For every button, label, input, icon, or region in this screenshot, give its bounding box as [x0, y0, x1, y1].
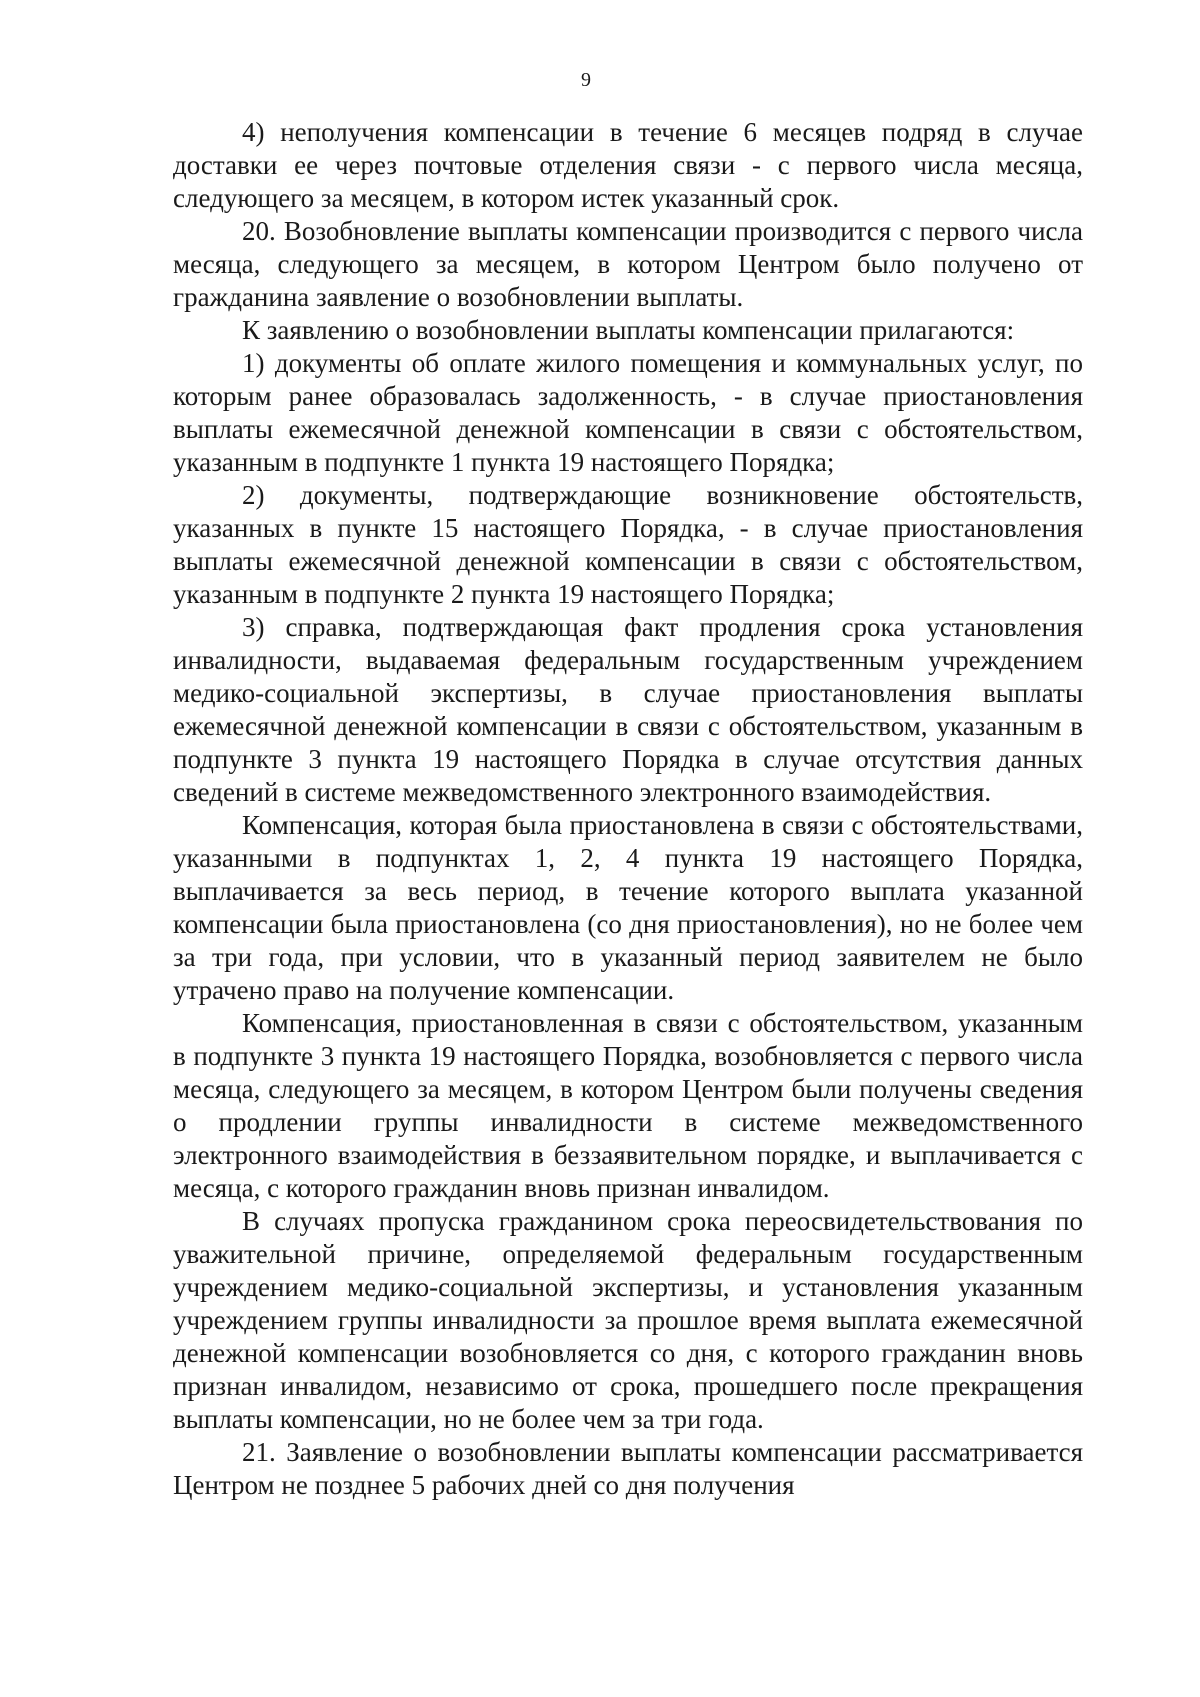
paragraph-21-review: 21. Заявление о возобновлении выплаты компенсации рассматривается Центром не позднее 5 рабочих дней со дня получения — [173, 1437, 1083, 1500]
paragraph-item-4-nonreceipt: 4) неполучения компенсации в течение 6 месяцев подряд в случае доставки ее через почтовые отделения связи - с первого числа месяца, следующего за месяцем, в котором истек указанный срок. — [173, 117, 1083, 213]
paragraph-reexamination-missed: В случаях пропуска гражданином срока переосвидетельствования по уважительной причине, определяемой федеральным государственным учреждением медико-социальной экспертизы, и установления указанным учреждением группы инвалидности за прошлое время выплата ежемесячной денежной компенсации возобновляется со дня, с которого гражданин вновь признан инвалидом, независимо от срока, прошедшего после прекращения выплаты компенсации, но не более чем за три года. — [173, 1206, 1083, 1434]
paragraph-compensation-paid-period: Компенсация, которая была приостановлена в связи с обстоятельствами, указанными в подпунктах 1, 2, 4 пункта 19 настоящего Порядка, выплачивается за весь период, в течение которого выплата указанной компенсации была приостановлена (со дня приостановления), но не более чем за три года, при условии, что в указанный период заявителем не было утрачено право на получение компенсации. — [173, 810, 1083, 1005]
page-number: 9 — [581, 69, 591, 91]
paragraph-attachment-2: 2) документы, подтверждающие возникновение обстоятельств, указанных в пункте 15 настоящего Порядка, - в случае приостановления выплаты ежемесячной денежной компенсации в связи с обстоятельством, указанным в подпункте 2 пункта 19 настоящего Порядка; — [173, 480, 1083, 609]
document-body — [173, 116, 1083, 1502]
paragraph-attachment-3: 3) справка, подтверждающая факт продления срока установления инвалидности, выдаваемая федеральным государственным учреждением медико-социальной экспертизы, в случае приостановления выплаты ежемесячной денежной компенсации в связи с обстоятельством, указанным в подпункте 3 пункта 19 настоящего Порядка в случае отсутствия данных сведений в системе межведомственного электронного взаимодействия. — [173, 612, 1083, 807]
paragraph-attachments-intro: К заявлению о возобновлении выплаты компенсации прилагаются: — [242, 315, 1015, 345]
paragraph-attachment-1: 1) документы об оплате жилого помещения и коммунальных услуг, по которым ранее образовалась задолженность, - в случае приостановления выплаты ежемесячной денежной компенсации в связи с обстоятельством, указанным в подпункте 1 пункта 19 настоящего Порядка; — [173, 348, 1083, 477]
paragraph-compensation-disability: Компенсация, приостановленная в связи с обстоятельством, указанным в подпункте 3 пункта 19 настоящего Порядка, возобновляется с первого числа месяца, следующего за месяцем, в котором Центром были получены сведения о продлении группы инвалидности в системе межведомственного электронного взаимодействия в беззаявительном порядке, и выплачивается с месяца, с которого гражданин вновь признан инвалидом. — [173, 1008, 1083, 1203]
paragraph-20-resumption: 20. Возобновление выплаты компенсации производится с первого числа месяца, следующего за месяцем, в котором Центром было получено от гражданина заявление о возобновлении выплаты. — [173, 216, 1083, 312]
